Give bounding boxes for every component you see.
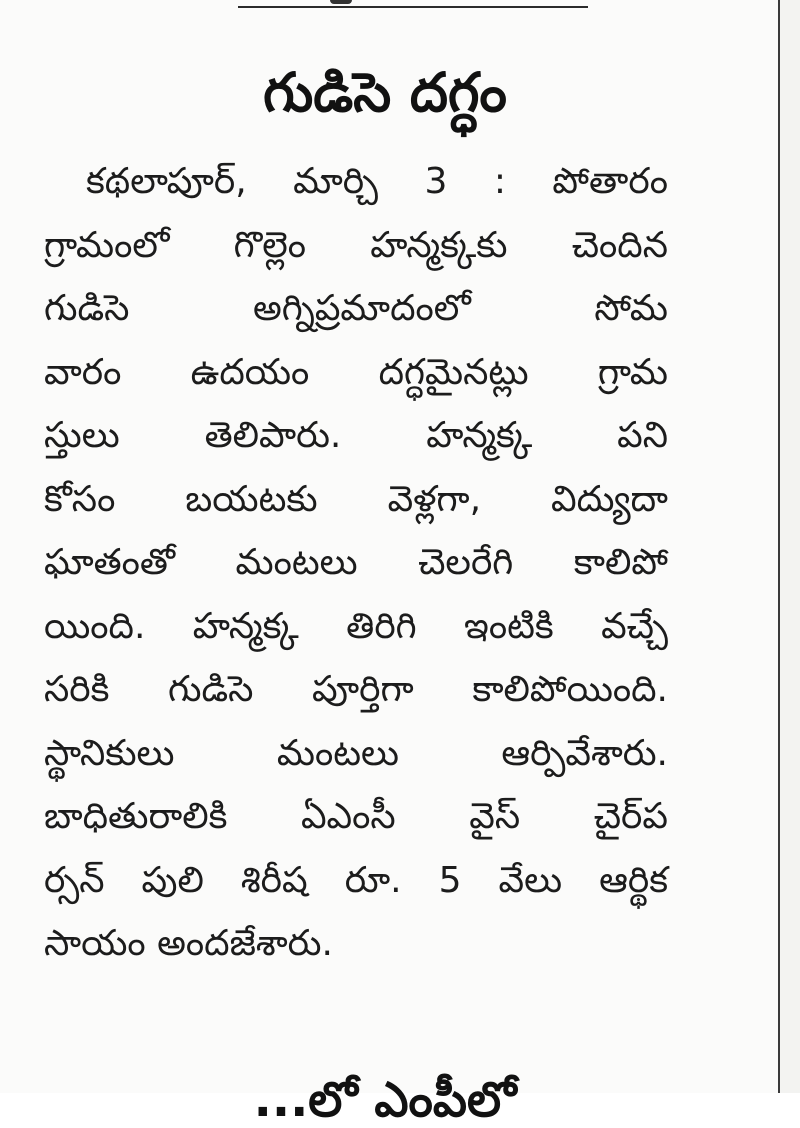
next-article-headline-fragment: [0, 1066, 770, 1128]
article-line: గ్రామంలో గొల్లెం హన్మక్కకు చెందిన: [44, 224, 668, 266]
next-article-headline-text: ...లో ఎంపీలో: [253, 1072, 517, 1128]
article-line: గుడిసె అగ్నిప్రమాదంలో సోమ: [44, 288, 668, 329]
article-line: కోసం బయటకు వెళ్లగా, విద్యుదా: [44, 478, 668, 520]
article-body: [44, 150, 668, 976]
article-line: యింది. హన్మక్క తిరిగి ఇంటికి వచ్చే: [44, 605, 668, 647]
article-line: వారం ఉదయం దగ్ధమైనట్లు గ్రామ: [44, 351, 668, 393]
article-headline: గుడిసె దగ్ధం: [263, 61, 507, 124]
top-divider-rule: [238, 6, 588, 8]
article-line: సరికి గుడిసె పూర్తిగా కాలిపోయింది.: [44, 669, 668, 710]
article-line: స్తులు తెలిపారు. హన్మక్క పని: [44, 415, 668, 456]
article-line: ర్సన్ పులి శిరీష రూ. 5 వేలు ఆర్థిక: [44, 859, 668, 901]
article-line: స్థానికులు మంటలు ఆర్పివేశారు.: [44, 732, 668, 774]
article-line-last: సాయం అందజేశారు.: [44, 923, 333, 964]
previous-article-fragment: [330, 0, 352, 4]
article-line: కథలాపూర్, మార్చి 3 : పోతారం: [86, 161, 668, 202]
article-line: ఘాతంతో మంటలు చెలరేగి కాలిపో: [44, 542, 668, 583]
page-margin: [780, 0, 800, 1093]
article-line: బాధితురాలికి ఏఎంసీ వైస్ చైర్‌ప: [44, 796, 668, 837]
